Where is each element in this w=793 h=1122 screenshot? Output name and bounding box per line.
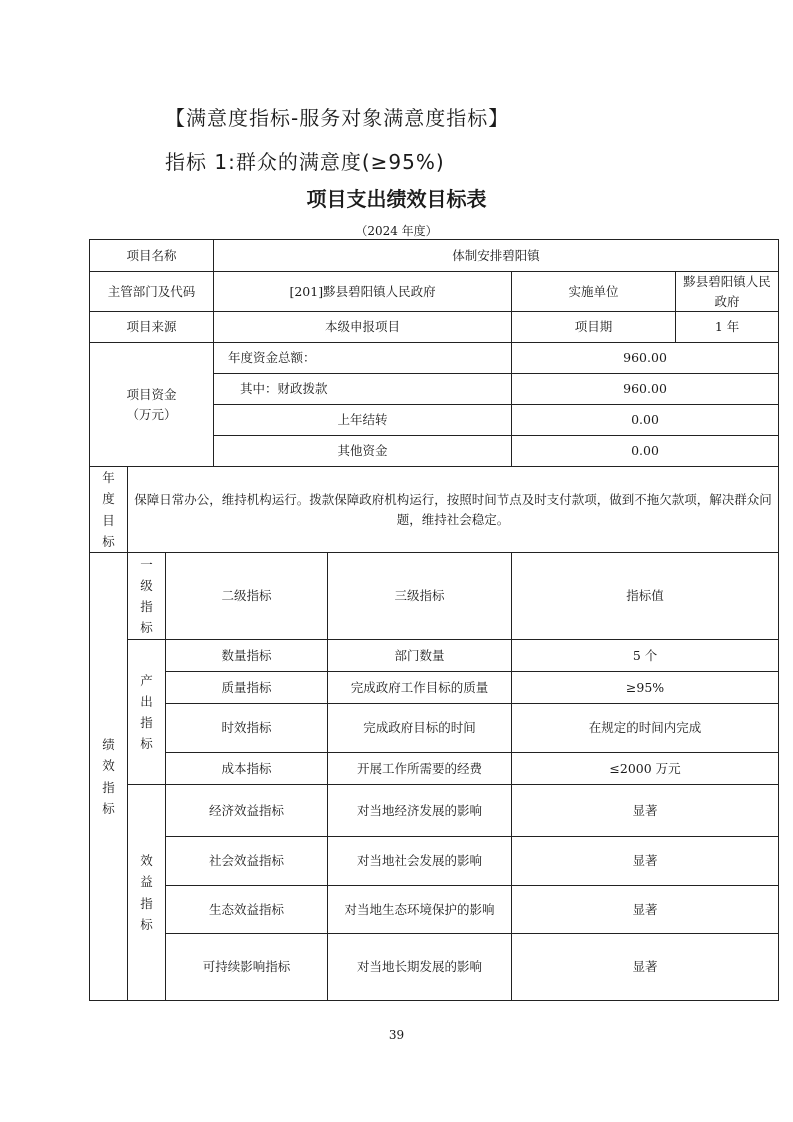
table-row bbox=[90, 934, 779, 1001]
indicator-level2: 可持续影响指标 bbox=[166, 934, 328, 1001]
indicator-level3: 对当地生态环境保护的影响 bbox=[328, 886, 512, 934]
indicator-value: ≥95% bbox=[512, 672, 779, 704]
indicator-value: 在规定的时间内完成 bbox=[512, 704, 779, 753]
table-row bbox=[90, 640, 779, 672]
perf-label-cell bbox=[90, 553, 128, 1001]
funds-item-value: 960.00 bbox=[512, 343, 779, 374]
goal-label: 年度目标 bbox=[102, 470, 115, 549]
indicator-level2: 质量指标 bbox=[166, 672, 328, 704]
table-row bbox=[90, 240, 779, 272]
funds-item-label: 其他资金 bbox=[214, 436, 512, 467]
table-row bbox=[90, 672, 779, 704]
level3-header: 三级指标 bbox=[328, 553, 512, 640]
impl-label: 实施单位 bbox=[512, 272, 676, 312]
source-value: 本级申报项目 bbox=[214, 312, 512, 343]
indicator-value: 5 个 bbox=[512, 640, 779, 672]
funds-item-label: 上年结转 bbox=[214, 405, 512, 436]
table-row bbox=[90, 343, 779, 374]
funds-unit: （万元） bbox=[126, 406, 177, 422]
indicator-value: ≤2000 万元 bbox=[512, 753, 779, 785]
table-row bbox=[90, 467, 779, 553]
table-row bbox=[90, 704, 779, 753]
period-label: 项目期 bbox=[512, 312, 676, 343]
indicator-level3: 开展工作所需要的经费 bbox=[328, 753, 512, 785]
performance-target-table bbox=[89, 239, 779, 1001]
indicator-level3: 对当地长期发展的影响 bbox=[328, 934, 512, 1001]
dept-label: 主管部门及代码 bbox=[90, 272, 214, 312]
level1-header: 一级指标 bbox=[140, 556, 153, 636]
indicator-value: 显著 bbox=[512, 886, 779, 934]
level1-header-cell bbox=[128, 553, 166, 640]
funds-item-value: 960.00 bbox=[512, 374, 779, 405]
table-row bbox=[90, 272, 779, 312]
funds-item-value: 0.00 bbox=[512, 436, 779, 467]
indicator-level2: 成本指标 bbox=[166, 753, 328, 785]
indicator-level2: 经济效益指标 bbox=[166, 785, 328, 837]
output-label-cell bbox=[128, 640, 166, 785]
table-row bbox=[90, 553, 779, 640]
indicator-level2: 社会效益指标 bbox=[166, 837, 328, 886]
indicator-level3: 对当地经济发展的影响 bbox=[328, 785, 512, 837]
page-title: 项目支出绩效目标表 bbox=[306, 187, 487, 211]
funds-label-cell bbox=[90, 343, 214, 467]
value-header: 指标值 bbox=[512, 553, 779, 640]
indicator-value: 显著 bbox=[512, 837, 779, 886]
page-number: 39 bbox=[388, 1028, 405, 1042]
dept-value: [201]黟县碧阳镇人民政府 bbox=[214, 272, 512, 312]
benefit-label: 效益指标 bbox=[140, 853, 153, 932]
indicator-level2: 时效指标 bbox=[166, 704, 328, 753]
indicator-value: 显著 bbox=[512, 785, 779, 837]
indicator-level3: 对当地社会发展的影响 bbox=[328, 837, 512, 886]
indicator-level3: 完成政府目标的时间 bbox=[328, 704, 512, 753]
indicator-level3: 完成政府工作目标的质量 bbox=[328, 672, 512, 704]
section-heading: 【满意度指标-服务对象满意度指标】 bbox=[165, 106, 510, 130]
table-row bbox=[90, 312, 779, 343]
table-row bbox=[90, 886, 779, 934]
indicator-heading: 指标 1:群众的满意度(≥95%) bbox=[165, 150, 445, 174]
impl-value: 黟县碧阳镇人民政府 bbox=[676, 272, 779, 312]
indicator-value: 显著 bbox=[512, 934, 779, 1001]
funds-item-value: 0.00 bbox=[512, 405, 779, 436]
output-label: 产出指标 bbox=[140, 672, 153, 752]
indicator-level2: 生态效益指标 bbox=[166, 886, 328, 934]
table-row bbox=[90, 837, 779, 886]
funds-item-label: 年度资金总额： bbox=[214, 343, 512, 374]
level2-header: 二级指标 bbox=[166, 553, 328, 640]
project-name-value: 体制安排碧阳镇 bbox=[214, 240, 779, 272]
funds-item-label: 其中：财政拨款 bbox=[214, 374, 512, 405]
goal-text: 保障日常办公，维持机构运行。拨款保障政府机构运行，按照时间节点及时支付款项，做到不拖欠款项，解决群众问题，维持社会稳定。 bbox=[128, 467, 779, 553]
funds-label: 项目资金 bbox=[126, 387, 177, 403]
benefit-label-cell bbox=[128, 785, 166, 1001]
fiscal-year: （2024 年度） bbox=[355, 224, 438, 238]
indicator-level2: 数量指标 bbox=[166, 640, 328, 672]
source-label: 项目来源 bbox=[90, 312, 214, 343]
table-row bbox=[90, 785, 779, 837]
period-value: 1 年 bbox=[676, 312, 779, 343]
indicator-level3: 部门数量 bbox=[328, 640, 512, 672]
table-row bbox=[90, 753, 779, 785]
project-name-label: 项目名称 bbox=[90, 240, 214, 272]
goal-label-cell bbox=[90, 467, 128, 553]
perf-label: 绩效指标 bbox=[102, 737, 115, 816]
